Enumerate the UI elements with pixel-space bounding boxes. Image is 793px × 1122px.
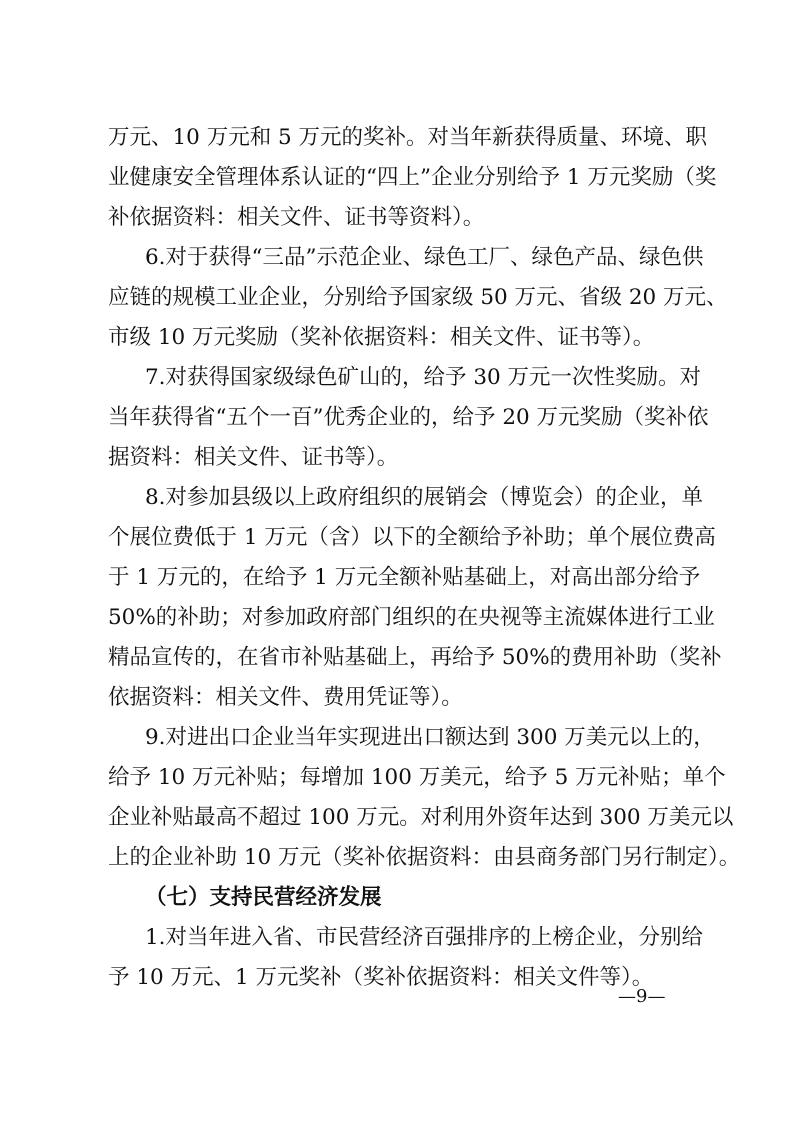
body-text-line: 给予 10 万元补贴；每增加 100 万美元，给予 5 万元补贴；单个 [108, 765, 726, 790]
paragraph-9-first-line: 9.对进出口企业当年实现进出口额达到 300 万美元以上的， [145, 725, 715, 750]
body-text-line: 依据资料：相关文件、费用凭证等）。 [108, 685, 463, 710]
body-text-line: 应链的规模工业企业，分别给予国家级 50 万元、省级 20 万元、 [108, 285, 728, 310]
section-heading: （七）支持民营经济发展 [145, 885, 382, 910]
body-text-line: 于 1 万元的，在给予 1 万元全额补贴基础上，对高出部分给予 [108, 565, 701, 590]
body-text-line: 补依据资料：相关文件、证书等资料）。 [108, 205, 485, 230]
body-text-line: 50%的补助；对参加政府部门组织的在央视等主流媒体进行工业 [108, 605, 715, 630]
body-text-line: 当年获得省“五个一百”优秀企业的，给予 20 万元奖励（奖补依 [108, 405, 709, 430]
body-text-line: 精品宣传的，在省市补贴基础上，再给予 50%的费用补助（奖补 [108, 645, 722, 670]
body-text-line: 业健康安全管理体系认证的“四上”企业分别给予 1 万元奖励（奖 [108, 165, 717, 190]
body-text-line: 企业补贴最高不超过 100 万元。对利用外资年达到 300 万美元以 [108, 805, 734, 830]
body-text-line: 万元、10 万元和 5 万元的奖补。对当年新获得质量、环境、职 [108, 125, 708, 150]
body-text-line: 个展位费低于 1 万元（含）以下的全额给予补助；单个展位费高 [108, 525, 716, 550]
paragraph-8-first-line: 8.对参加县级以上政府组织的展销会（博览会）的企业，单 [145, 485, 704, 510]
paragraph-7-first-line: 7.对获得国家级绿色矿山的，给予 30 万元一次性奖励。对 [145, 365, 702, 390]
page-number: —9— [618, 986, 666, 1007]
paragraph-1-first-line: 1.对当年进入省、市民营经济百强排序的上榜企业，分别给 [145, 925, 704, 950]
paragraph-6-first-line: 6.对于获得“三品”示范企业、绿色工厂、绿色产品、绿色供 [145, 245, 704, 270]
body-text-line: 予 10 万元、1 万元奖补（奖补依据资料：相关文件等）。 [108, 965, 654, 990]
body-text-line: 据资料：相关文件、证书等）。 [108, 445, 399, 470]
body-text-line: 上的企业补助 10 万元（奖补依据资料：由县商务部门另行制定）。 [108, 845, 741, 870]
body-text-line: 市级 10 万元奖励（奖补依据资料：相关文件、证书等）。 [108, 325, 655, 350]
